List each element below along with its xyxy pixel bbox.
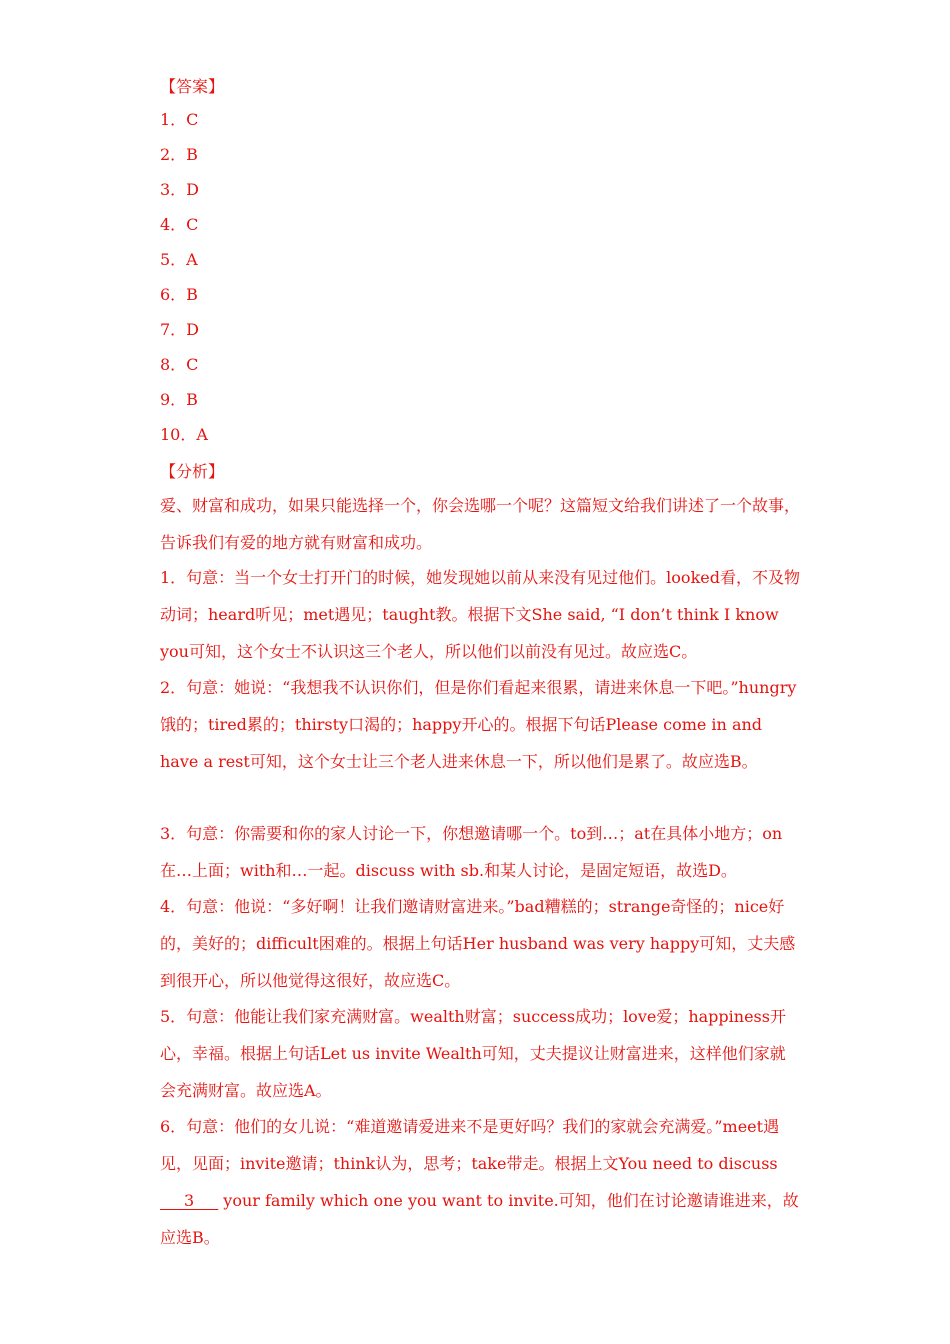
answer-item: 4．C xyxy=(160,215,199,234)
answer-item: 9．B xyxy=(160,390,198,409)
explanation-2: 2．句意：她说：“我想我不认识你们，但是你们看起来很累，请进来休息一下吧。”hungry饿的；tired累的；thirsty口渴的；happy开心的。根据下句话Please come in and have a rest可知，这个女士让三个老人进来休息一下，所以他们是累了。故应选B。 xyxy=(160,678,797,771)
explanation-6 xyxy=(160,1108,800,1256)
answer-item: 10．A xyxy=(160,425,208,444)
explanation-6-after: your family which one you want to invite.可知，他们在讨论邀请谁进来，故应选B。 xyxy=(160,1191,799,1247)
answer-item: 1．C xyxy=(160,110,199,129)
answer-item: 3．D xyxy=(160,180,200,199)
answer-item: 7．D xyxy=(160,320,200,339)
explanation-6-before: 6．句意：他们的女儿说：“难道邀请爱进来不是更好吗？我们的家就会充满爱。”meet遇见，见面；invite邀请；think认为，思考；take带走。根据上文You need to discuss xyxy=(160,1117,780,1173)
analysis-heading: 【分析】 xyxy=(160,462,225,481)
answer-list xyxy=(160,110,208,460)
explanation-5: 5．句意：他能让我们家充满财富。wealth财富；success成功；love爱；happiness开心，幸福。根据上句话Let us invite Wealth可知，丈夫提议让财富进来，这样他们家就会充满财富。故应选A。 xyxy=(160,1007,786,1100)
blank-3: ___3___ xyxy=(160,1191,219,1210)
answer-item: 5．A xyxy=(160,250,198,269)
explanation-1: 1．句意：当一个女士打开门的时候，她发现她以前从来没有见过他们。looked看，不及物动词；heard听见；met遇见；taught教。根据下文She said, “I don’t think I know you可知，这个女士不认识这三个老人，所以他们以前没有见过。故应选C。 xyxy=(160,568,800,661)
explanation-3: 3．句意：你需要和你的家人讨论一下，你想邀请哪一个。to到…；at在具体小地方；on在…上面；with和…一起。discuss with sb.和某人讨论，是固定短语，故选D。 xyxy=(160,824,783,880)
answer-item: 8．C xyxy=(160,355,199,374)
answer-heading: 【答案】 xyxy=(160,77,225,96)
answer-item: 2．B xyxy=(160,145,198,164)
explanation-4: 4．句意：他说：“多好啊！让我们邀请财富进来。”bad糟糕的；strange奇怪的；nice好的，美好的；difficult困难的。根据上句话Her husband was very happy可知，丈夫感到很开心，所以他觉得这很好，故应选C。 xyxy=(160,897,796,990)
analysis-intro: 爱、财富和成功，如果只能选择一个，你会选哪一个呢？这篇短文给我们讲述了一个故事，告诉我们有爱的地方就有财富和成功。 xyxy=(160,496,801,552)
answer-item: 6．B xyxy=(160,285,198,304)
